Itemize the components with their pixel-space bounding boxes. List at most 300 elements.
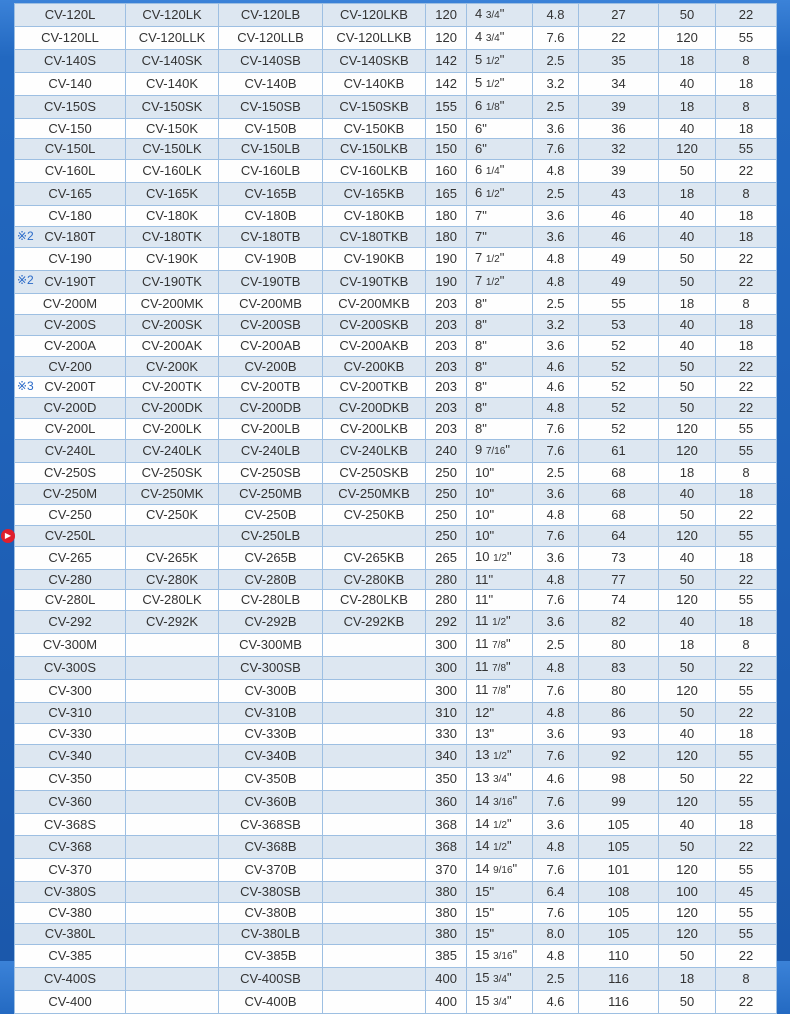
cell-value: 68 <box>611 465 626 481</box>
cell-value: 7.6 <box>546 592 565 608</box>
cell-value: 11 7/8" <box>475 682 511 698</box>
cell-value: 22 <box>738 358 754 374</box>
table-cell <box>716 247 777 270</box>
table-cell <box>323 723 426 744</box>
cell-value: CV-180TKB <box>339 229 409 245</box>
table-cell <box>579 611 659 634</box>
table-cell <box>659 49 716 72</box>
cell-value: CV-180 <box>48 208 92 224</box>
cell-value: CV-265 <box>48 549 92 565</box>
cell-value: CV-380LB <box>240 926 301 942</box>
table-cell <box>579 118 659 139</box>
cell-value: 8" <box>475 295 487 311</box>
table-cell <box>219 49 323 72</box>
cell-value: 15 3/4" <box>475 992 512 1008</box>
table-row <box>15 160 777 183</box>
table-cell <box>426 118 467 139</box>
table-row <box>15 859 777 882</box>
table-cell <box>579 504 659 525</box>
cell-value: CV-300 <box>48 683 92 699</box>
table-cell <box>716 483 777 504</box>
table-cell <box>579 139 659 160</box>
table-cell <box>659 26 716 49</box>
cell-value: 61 <box>611 443 626 459</box>
cell-value: CV-200M <box>42 295 98 311</box>
table-cell <box>579 483 659 504</box>
cell-value: 11" <box>475 571 494 587</box>
table-cell <box>15 227 126 248</box>
table-cell <box>659 247 716 270</box>
table-cell <box>323 206 426 227</box>
cell-value: CV-200TK <box>142 379 202 395</box>
table-cell <box>15 723 126 744</box>
table-cell <box>426 314 467 335</box>
table-cell <box>533 611 579 634</box>
table-cell <box>579 836 659 859</box>
table-cell <box>467 967 533 990</box>
table-cell <box>716 611 777 634</box>
cell-value: CV-292K <box>145 614 199 630</box>
table-cell <box>323 139 426 160</box>
table-cell <box>15 859 126 882</box>
cell-value: CV-400S <box>43 970 97 986</box>
table-cell <box>467 4 533 27</box>
table-cell <box>716 634 777 657</box>
cell-value: CV-190KB <box>343 250 405 266</box>
table-cell <box>659 525 716 546</box>
table-row <box>15 206 777 227</box>
table-row <box>15 944 777 967</box>
cell-value: 101 <box>607 862 630 878</box>
table-row <box>15 569 777 590</box>
table-cell <box>323 4 426 27</box>
table-cell <box>659 419 716 440</box>
table-cell <box>579 4 659 27</box>
cell-value: CV-200TKB <box>339 379 409 395</box>
cell-value: CV-150SB <box>240 98 301 114</box>
cell-value: 46 <box>611 229 626 245</box>
cell-value: CV-280LKB <box>340 592 408 608</box>
fraction-text: 7/8 <box>492 686 507 698</box>
table-row <box>15 314 777 335</box>
table-cell <box>426 767 467 790</box>
table-cell <box>716 813 777 836</box>
table-cell <box>15 356 126 377</box>
table-cell <box>716 836 777 859</box>
table-cell <box>533 767 579 790</box>
cell-value: 39 <box>611 163 626 179</box>
table-cell <box>579 546 659 569</box>
table-cell <box>126 611 219 634</box>
table-cell <box>426 247 467 270</box>
cell-value: 10 1/2" <box>475 548 512 564</box>
table-row <box>15 903 777 924</box>
table-cell <box>659 440 716 463</box>
table-cell <box>467 139 533 160</box>
table-cell <box>126 398 219 419</box>
cell-value: 250 <box>435 485 457 501</box>
table-cell <box>533 569 579 590</box>
table-cell <box>126 160 219 183</box>
cell-value: 4.8 <box>546 7 565 22</box>
table-cell <box>579 26 659 49</box>
table-row <box>15 335 777 356</box>
cell-value: CV-385B <box>244 947 297 963</box>
cell-value: CV-120LL <box>41 29 99 45</box>
cell-value: 4.6 <box>546 993 565 1009</box>
table-cell <box>533 882 579 903</box>
table-cell <box>219 882 323 903</box>
cell-value: 22 <box>738 379 754 395</box>
cell-value: CV-265KB <box>343 549 405 565</box>
cell-value: CV-300S <box>43 660 97 676</box>
cell-value: CV-400 <box>48 993 92 1009</box>
cell-value: 180 <box>435 208 457 224</box>
spec-table-wrap <box>4 3 776 1014</box>
table-cell <box>467 546 533 569</box>
cell-value: 10" <box>475 465 495 481</box>
table-cell <box>126 744 219 767</box>
table-row <box>15 95 777 118</box>
cell-value: 340 <box>435 747 457 763</box>
note-marker: ※2 <box>17 229 34 244</box>
cell-value: 4.8 <box>546 705 565 720</box>
table-cell <box>15 72 126 95</box>
table-cell <box>323 398 426 419</box>
fraction-text: 1/2 <box>485 55 500 67</box>
cell-value: 3.6 <box>546 208 565 224</box>
cell-value: CV-250KB <box>343 506 405 522</box>
cell-value: CV-160LB <box>240 163 301 179</box>
fraction-text: 3/16 <box>493 950 513 962</box>
cell-value: CV-265K <box>145 549 199 565</box>
cell-value: 5 1/2" <box>475 74 505 90</box>
table-cell <box>533 183 579 206</box>
cell-value: 22 <box>738 273 754 289</box>
table-cell <box>579 924 659 945</box>
cell-value: 7" <box>475 208 487 224</box>
table-cell <box>533 4 579 27</box>
cell-value: 18 <box>679 98 695 114</box>
cell-value: 10" <box>475 527 495 543</box>
table-cell <box>426 680 467 703</box>
table-cell <box>219 546 323 569</box>
cell-value: CV-300MB <box>239 637 302 653</box>
cell-value: 49 <box>611 250 626 266</box>
spec-table <box>4 3 777 1014</box>
cell-value: CV-165K <box>145 186 199 202</box>
cell-value: 4 3/4" <box>475 6 505 21</box>
cell-value: 3.6 <box>546 229 565 245</box>
cell-value: 50 <box>679 250 695 266</box>
cell-value: CV-250MK <box>140 485 204 501</box>
cell-value: CV-250L <box>44 527 96 543</box>
cell-value: 4.8 <box>546 163 565 179</box>
cell-value: CV-200S <box>43 316 97 332</box>
table-cell <box>15 790 126 813</box>
table-cell <box>467 419 533 440</box>
table-cell <box>426 590 467 611</box>
cell-value: CV-250MKB <box>338 485 410 501</box>
fraction-text: 7/8 <box>492 640 507 652</box>
table-cell <box>579 377 659 398</box>
cell-value: 105 <box>607 905 630 921</box>
cell-value: CV-160LK <box>142 163 202 179</box>
table-cell <box>659 160 716 183</box>
table-cell <box>716 525 777 546</box>
table-row <box>15 767 777 790</box>
table-cell <box>467 859 533 882</box>
table-cell <box>126 356 219 377</box>
cell-value: 18 <box>738 337 754 353</box>
cell-value: CV-380S <box>43 884 97 900</box>
cell-value: 4 3/4" <box>475 28 505 44</box>
table-cell <box>467 247 533 270</box>
cell-value: CV-150SKB <box>339 98 409 114</box>
table-cell <box>533 483 579 504</box>
table-cell <box>219 270 323 293</box>
table-cell <box>533 634 579 657</box>
table-cell <box>323 463 426 484</box>
table-cell <box>126 183 219 206</box>
cell-value: 292 <box>435 614 457 630</box>
cell-value: 50 <box>679 379 695 395</box>
table-cell <box>716 314 777 335</box>
cell-value: 6 1/4" <box>475 162 505 178</box>
cell-value: 55 <box>738 443 754 459</box>
cell-value: 108 <box>607 884 630 900</box>
cell-value: CV-330 <box>48 725 92 741</box>
table-row <box>15 247 777 270</box>
table-row <box>15 183 777 206</box>
table-cell <box>15 160 126 183</box>
table-cell <box>716 4 777 27</box>
table-cell <box>467 504 533 525</box>
cell-value: 100 <box>676 884 698 900</box>
table-cell <box>126 26 219 49</box>
cell-value: 4.8 <box>546 839 565 855</box>
cell-value: 4.6 <box>546 379 565 395</box>
cell-value: CV-190T <box>44 273 96 289</box>
table-cell <box>579 903 659 924</box>
table-cell <box>219 160 323 183</box>
table-cell <box>126 377 219 398</box>
table-cell <box>15 767 126 790</box>
table-cell <box>579 72 659 95</box>
cell-value: 160 <box>435 163 457 179</box>
cell-value: CV-280LB <box>240 592 301 608</box>
table-cell <box>126 790 219 813</box>
cell-value: 43 <box>611 186 626 202</box>
table-cell <box>323 657 426 680</box>
table-cell <box>426 26 467 49</box>
table-cell <box>126 680 219 703</box>
table-cell <box>323 546 426 569</box>
cell-value: 4.8 <box>546 571 565 587</box>
cell-value: CV-250SKB <box>339 465 409 481</box>
table-cell <box>533 859 579 882</box>
table-cell <box>716 590 777 611</box>
cell-value: CV-300B <box>244 683 297 699</box>
table-row <box>15 398 777 419</box>
table-cell <box>533 703 579 724</box>
cell-value: 8 <box>742 637 750 653</box>
cell-value: 300 <box>435 660 457 676</box>
cell-value: CV-190TKB <box>339 273 409 289</box>
cell-value: CV-280K <box>145 571 199 587</box>
cell-value: 50 <box>679 273 695 289</box>
table-cell <box>579 525 659 546</box>
table-cell <box>15 293 126 314</box>
cell-value: 22 <box>738 7 754 22</box>
table-cell <box>219 247 323 270</box>
cell-value: CV-165B <box>244 186 297 202</box>
table-cell <box>219 680 323 703</box>
cell-value: CV-265B <box>244 549 297 565</box>
table-cell <box>323 525 426 546</box>
cell-value: 55 <box>738 793 754 809</box>
cell-value: CV-190B <box>244 250 297 266</box>
cell-value: CV-140S <box>43 52 97 68</box>
cell-value: 8" <box>475 316 487 332</box>
cell-value: 7.6 <box>546 421 565 437</box>
table-cell <box>467 483 533 504</box>
cell-value: 116 <box>608 970 629 986</box>
table-cell <box>126 634 219 657</box>
table-cell <box>533 790 579 813</box>
table-cell <box>716 790 777 813</box>
cell-value: 120 <box>676 29 698 45</box>
table-cell <box>716 72 777 95</box>
cell-value: 22 <box>738 839 754 855</box>
cell-value: 22 <box>738 705 754 720</box>
table-cell <box>579 247 659 270</box>
cell-value: CV-200MKB <box>338 295 410 311</box>
table-row <box>15 356 777 377</box>
table-cell <box>219 4 323 27</box>
table-cell <box>659 990 716 1013</box>
table-cell <box>219 504 323 525</box>
table-cell <box>323 569 426 590</box>
table-cell <box>323 440 426 463</box>
table-row <box>15 293 777 314</box>
table-cell <box>219 483 323 504</box>
table-cell <box>219 525 323 546</box>
table-cell <box>426 398 467 419</box>
table-cell <box>323 483 426 504</box>
cell-value: 3.6 <box>546 120 565 136</box>
cell-value: 3.2 <box>546 316 565 332</box>
fraction-text: 3/4 <box>485 10 500 21</box>
cell-value: CV-200T <box>44 379 96 395</box>
table-cell <box>126 95 219 118</box>
cell-value: 8.0 <box>546 926 565 942</box>
table-cell <box>426 990 467 1013</box>
table-cell <box>716 335 777 356</box>
table-cell <box>533 990 579 1013</box>
table-row <box>15 611 777 634</box>
table-cell <box>659 903 716 924</box>
cell-value: CV-160L <box>44 163 96 179</box>
cell-value: 55 <box>738 926 754 942</box>
cell-value: 2.5 <box>546 637 565 653</box>
cell-value: 18 <box>738 316 754 332</box>
table-cell <box>579 967 659 990</box>
table-cell <box>219 723 323 744</box>
cell-value: 400 <box>435 993 457 1009</box>
cell-value: 4.8 <box>546 250 565 266</box>
table-row <box>15 227 777 248</box>
table-cell <box>219 440 323 463</box>
table-cell <box>323 227 426 248</box>
cell-value: 18 <box>738 75 754 91</box>
table-cell <box>126 247 219 270</box>
table-cell <box>323 611 426 634</box>
cell-value: 265 <box>435 549 457 565</box>
fraction-text: 1/2 <box>485 189 500 201</box>
table-cell <box>579 657 659 680</box>
table-cell <box>467 611 533 634</box>
cell-value: 360 <box>435 793 457 809</box>
cell-value: 77 <box>611 571 626 587</box>
cell-value: 7.6 <box>546 29 565 45</box>
table-cell <box>467 723 533 744</box>
table-row <box>15 813 777 836</box>
table-cell <box>579 859 659 882</box>
cell-value: CV-120LLB <box>237 29 304 45</box>
table-row <box>15 703 777 724</box>
cell-value: CV-120LLKB <box>336 29 412 45</box>
cell-value: CV-200TB <box>240 379 301 395</box>
cell-value: 40 <box>679 208 695 224</box>
table-cell <box>323 49 426 72</box>
table-cell <box>15 463 126 484</box>
table-cell <box>126 546 219 569</box>
table-cell <box>126 504 219 525</box>
table-cell <box>426 836 467 859</box>
table-cell <box>533 335 579 356</box>
fraction-text: 7/8 <box>492 663 507 675</box>
table-cell <box>219 924 323 945</box>
cell-value: CV-380 <box>48 905 92 921</box>
table-cell <box>323 944 426 967</box>
fraction-text: 1/2 <box>493 819 507 831</box>
cell-value: 4.8 <box>546 506 565 522</box>
table-cell <box>219 183 323 206</box>
table-cell <box>15 118 126 139</box>
cell-value: 8" <box>475 421 487 437</box>
cell-value: 3.6 <box>546 725 565 741</box>
table-cell <box>126 206 219 227</box>
cell-value: CV-400SB <box>240 970 301 986</box>
table-cell <box>15 335 126 356</box>
cell-value: 13 3/4" <box>475 769 512 785</box>
cell-value: 18 <box>738 549 754 565</box>
cell-value: 52 <box>611 379 626 395</box>
cell-value: 50 <box>679 358 695 374</box>
table-cell <box>467 990 533 1013</box>
cell-value: CV-368SB <box>240 816 301 832</box>
fraction-text: 1/2 <box>493 552 507 564</box>
cell-value: 8" <box>475 400 487 416</box>
fraction-text: 3/4 <box>493 996 507 1008</box>
cell-value: 380 <box>435 926 457 942</box>
cell-value: 165 <box>435 186 457 202</box>
table-cell <box>15 139 126 160</box>
cell-value: CV-140SKB <box>339 52 409 68</box>
cell-value: 55 <box>738 862 754 878</box>
table-cell <box>659 95 716 118</box>
